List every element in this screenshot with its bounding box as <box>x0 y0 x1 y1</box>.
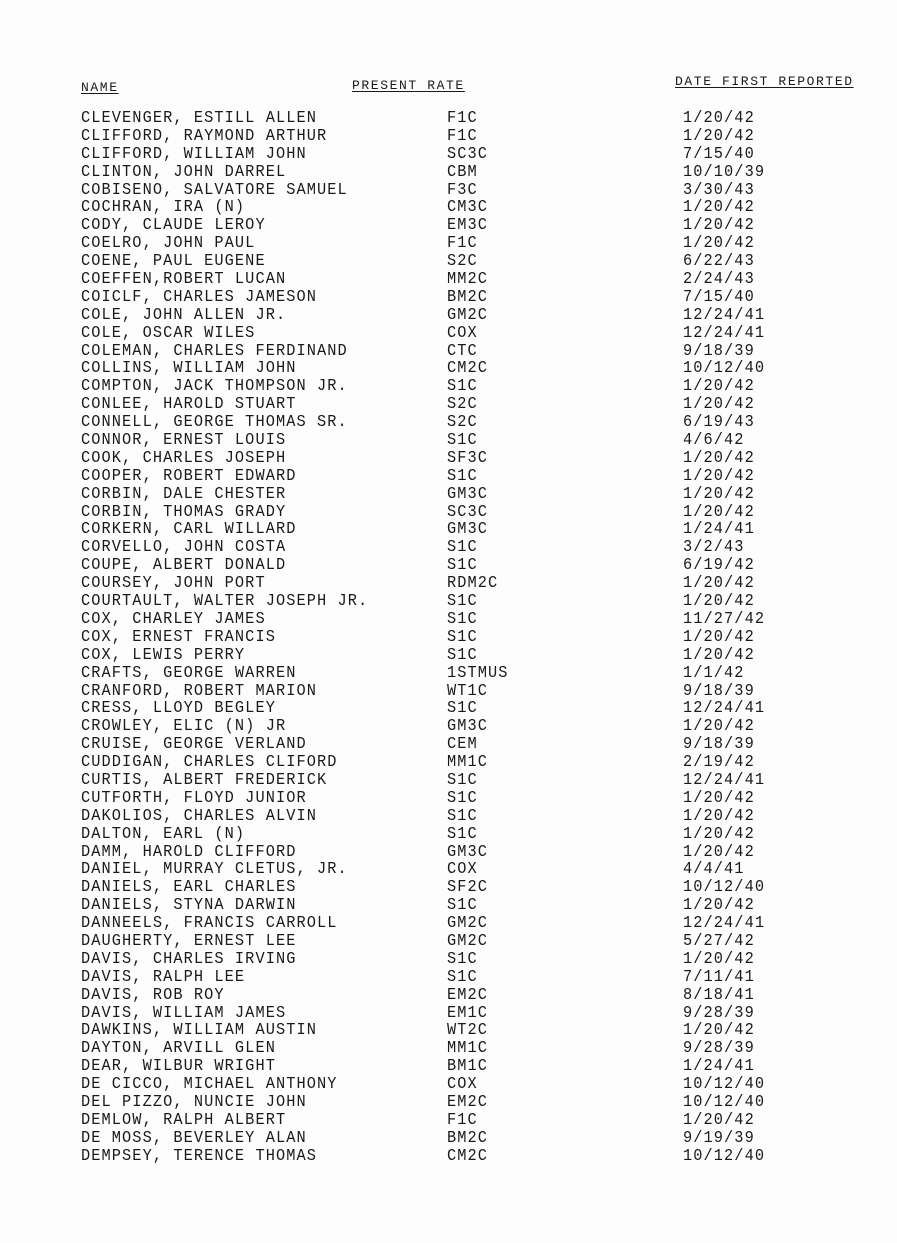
roster-rate: SC3C <box>447 144 489 164</box>
roster-row <box>0 217 897 235</box>
roster-name: DANNEELS, FRANCIS CARROLL <box>81 914 338 934</box>
roster-date: 6/19/43 <box>683 413 755 433</box>
roster-name: DAVIS, CHARLES IRVING <box>81 949 297 969</box>
column-header-name: NAME <box>81 80 119 95</box>
roster-row <box>0 879 897 897</box>
roster-date: 7/11/41 <box>683 967 755 987</box>
roster-rate: 1STMUS <box>447 663 509 683</box>
roster-date: 1/20/42 <box>683 627 755 647</box>
roster-rate: S1C <box>447 896 478 916</box>
roster-name: CRAFTS, GEORGE WARREN <box>81 663 297 683</box>
roster-name: DEL PIZZO, NUNCIE JOHN <box>81 1092 307 1112</box>
roster-row <box>0 933 897 951</box>
roster-date: 4/6/42 <box>683 431 745 451</box>
roster-date: 9/28/39 <box>683 1039 755 1059</box>
roster-date: 5/27/42 <box>683 931 755 951</box>
roster-rate: S2C <box>447 395 478 415</box>
roster-row <box>0 235 897 253</box>
roster-date: 12/24/41 <box>683 914 766 934</box>
roster-row <box>0 289 897 307</box>
roster-rate: MM1C <box>447 753 489 773</box>
roster-date: 9/18/39 <box>683 681 755 701</box>
roster-date: 10/10/39 <box>683 162 766 182</box>
roster-row <box>0 539 897 557</box>
roster-rate: GM2C <box>447 931 489 951</box>
roster-rate: COX <box>447 860 478 880</box>
roster-name: DEMPSEY, TERENCE THOMAS <box>81 1146 318 1166</box>
roster-row <box>0 808 897 826</box>
roster-date: 1/20/42 <box>683 198 755 218</box>
roster-date: 1/20/42 <box>683 592 755 612</box>
roster-name: DALTON, EARL (N) <box>81 824 246 844</box>
roster-rate: CEM <box>447 735 478 755</box>
roster-name: DAVIS, WILLIAM JAMES <box>81 1003 287 1023</box>
roster-rate: S2C <box>447 252 478 272</box>
roster-rate: GM2C <box>447 914 489 934</box>
column-header-date-first-reported: DATE FIRST REPORTED <box>675 74 854 89</box>
roster-row <box>0 915 897 933</box>
roster-rate: S1C <box>447 806 478 826</box>
roster-name: COOPER, ROBERT EDWARD <box>81 466 297 486</box>
roster-row <box>0 1058 897 1076</box>
roster-row <box>0 325 897 343</box>
roster-rate: SF2C <box>447 878 489 898</box>
roster-name: CLIFFORD, WILLIAM JOHN <box>81 144 307 164</box>
roster-date: 1/20/42 <box>683 395 755 415</box>
roster-row <box>0 700 897 718</box>
roster-date: 8/18/41 <box>683 985 755 1005</box>
roster-row <box>0 611 897 629</box>
roster-row <box>0 897 897 915</box>
roster-date: 3/30/43 <box>683 180 755 200</box>
roster-row <box>0 199 897 217</box>
roster-rate: EM3C <box>447 216 489 236</box>
roster-rate: GM3C <box>447 520 489 540</box>
roster-date: 9/28/39 <box>683 1003 755 1023</box>
roster-name: COX, CHARLEY JAMES <box>81 609 266 629</box>
roster-date: 1/20/42 <box>683 484 755 504</box>
roster-name: CORVELLO, JOHN COSTA <box>81 538 287 558</box>
roster-rate: F1C <box>447 109 478 128</box>
roster-name: COELRO, JOHN PAUL <box>81 234 256 254</box>
roster-date: 10/12/40 <box>683 1092 766 1112</box>
roster-date: 10/12/40 <box>683 878 766 898</box>
roster-rate: S1C <box>447 949 478 969</box>
roster-rate: S1C <box>447 592 478 612</box>
roster-row <box>0 128 897 146</box>
roster-name: COUPE, ALBERT DONALD <box>81 556 287 576</box>
roster-row <box>0 1005 897 1023</box>
roster-rate: GM3C <box>447 842 489 862</box>
roster-date: 1/20/42 <box>683 1110 755 1130</box>
roster-list <box>0 110 897 1166</box>
roster-rate: S1C <box>447 627 478 647</box>
roster-row <box>0 146 897 164</box>
roster-date: 11/27/42 <box>683 609 766 629</box>
roster-date: 1/24/41 <box>683 520 755 540</box>
roster-date: 7/15/40 <box>683 144 755 164</box>
roster-rate: S1C <box>447 699 478 719</box>
roster-date: 10/12/40 <box>683 1075 766 1095</box>
roster-rate: F3C <box>447 180 478 200</box>
roster-name: DANIELS, EARL CHARLES <box>81 878 297 898</box>
roster-rate: SF3C <box>447 448 489 468</box>
roster-date: 1/20/42 <box>683 896 755 916</box>
roster-rate: S2C <box>447 413 478 433</box>
roster-date: 10/12/40 <box>683 1146 766 1166</box>
roster-row <box>0 1112 897 1130</box>
roster-date: 1/20/42 <box>683 806 755 826</box>
roster-row <box>0 557 897 575</box>
roster-row <box>0 1040 897 1058</box>
roster-name: DE CICCO, MICHAEL ANTHONY <box>81 1075 338 1095</box>
roster-row <box>0 665 897 683</box>
roster-date: 1/20/42 <box>683 377 755 397</box>
roster-name: DANIEL, MURRAY CLETUS, JR. <box>81 860 348 880</box>
roster-name: CROWLEY, ELIC (N) JR <box>81 717 287 737</box>
roster-row <box>0 1148 897 1166</box>
roster-row <box>0 271 897 289</box>
roster-rate: S1C <box>447 645 478 665</box>
roster-date: 2/19/42 <box>683 753 755 773</box>
roster-name: DAUGHERTY, ERNEST LEE <box>81 931 297 951</box>
roster-row <box>0 450 897 468</box>
roster-row <box>0 826 897 844</box>
roster-row <box>0 307 897 325</box>
roster-row <box>0 378 897 396</box>
roster-date: 1/20/42 <box>683 502 755 522</box>
roster-date: 1/20/42 <box>683 842 755 862</box>
roster-rate: BM1C <box>447 1057 489 1077</box>
roster-row <box>0 683 897 701</box>
roster-date: 1/20/42 <box>683 216 755 236</box>
roster-date: 1/20/42 <box>683 717 755 737</box>
roster-date: 12/24/41 <box>683 770 766 790</box>
roster-name: DEMLOW, RALPH ALBERT <box>81 1110 287 1130</box>
roster-name: CLIFFORD, RAYMOND ARTHUR <box>81 126 328 146</box>
roster-name: DAWKINS, WILLIAM AUSTIN <box>81 1021 318 1041</box>
roster-rate: WT2C <box>447 1021 489 1041</box>
roster-row <box>0 718 897 736</box>
roster-row <box>0 521 897 539</box>
roster-name: CUDDIGAN, CHARLES CLIFORD <box>81 753 338 773</box>
roster-rate: S1C <box>447 466 478 486</box>
roster-date: 1/20/42 <box>683 788 755 808</box>
roster-name: DAKOLIOS, CHARLES ALVIN <box>81 806 318 826</box>
roster-row <box>0 486 897 504</box>
roster-row <box>0 1022 897 1040</box>
roster-name: COICLF, CHARLES JAMESON <box>81 287 318 307</box>
roster-rate: S1C <box>447 431 478 451</box>
roster-row <box>0 414 897 432</box>
roster-name: CURTIS, ALBERT FREDERICK <box>81 770 328 790</box>
roster-name: DE MOSS, BEVERLEY ALAN <box>81 1128 307 1148</box>
roster-row <box>0 575 897 593</box>
roster-rate: F1C <box>447 126 478 146</box>
roster-rate: S1C <box>447 770 478 790</box>
roster-rate: S1C <box>447 538 478 558</box>
roster-rate: WT1C <box>447 681 489 701</box>
roster-rate: RDM2C <box>447 574 499 594</box>
roster-row <box>0 1094 897 1112</box>
roster-row <box>0 1130 897 1148</box>
roster-rate: GM2C <box>447 305 489 325</box>
roster-row <box>0 772 897 790</box>
roster-date: 2/24/43 <box>683 270 755 290</box>
roster-name: CORKERN, CARL WILLARD <box>81 520 297 540</box>
roster-rate: S1C <box>447 967 478 987</box>
roster-name: COX, ERNEST FRANCIS <box>81 627 276 647</box>
roster-date: 6/22/43 <box>683 252 755 272</box>
roster-row <box>0 432 897 450</box>
roster-name: CLEVENGER, ESTILL ALLEN <box>81 109 318 128</box>
roster-date: 12/24/41 <box>683 305 766 325</box>
roster-name: COX, LEWIS PERRY <box>81 645 246 665</box>
roster-name: COURTAULT, WALTER JOSEPH JR. <box>81 592 369 612</box>
roster-row <box>0 164 897 182</box>
roster-rate: BM2C <box>447 287 489 307</box>
roster-date: 1/20/42 <box>683 1021 755 1041</box>
roster-name: DAVIS, ROB ROY <box>81 985 225 1005</box>
roster-rate: COX <box>447 323 478 343</box>
roster-date: 9/18/39 <box>683 735 755 755</box>
roster-row <box>0 253 897 271</box>
roster-name: DAMM, HAROLD CLIFFORD <box>81 842 297 862</box>
roster-rate: F1C <box>447 234 478 254</box>
roster-rate: SC3C <box>447 502 489 522</box>
roster-row <box>0 754 897 772</box>
roster-name: CODY, CLAUDE LEROY <box>81 216 266 236</box>
roster-rate: CM2C <box>447 1146 489 1166</box>
roster-rate: S1C <box>447 377 478 397</box>
roster-rate: CBM <box>447 162 478 182</box>
roster-date: 1/20/42 <box>683 234 755 254</box>
roster-rate: CM2C <box>447 359 489 379</box>
roster-name: CRESS, LLOYD BEGLEY <box>81 699 276 719</box>
roster-name: COLE, OSCAR WILES <box>81 323 256 343</box>
roster-name: CLINTON, JOHN DARREL <box>81 162 287 182</box>
roster-row <box>0 647 897 665</box>
roster-name: CONLEE, HAROLD STUART <box>81 395 297 415</box>
roster-date: 1/20/42 <box>683 949 755 969</box>
roster-rate: GM3C <box>447 717 489 737</box>
roster-rate: BM2C <box>447 1128 489 1148</box>
roster-row <box>0 790 897 808</box>
roster-rate: EM2C <box>447 985 489 1005</box>
roster-row <box>0 987 897 1005</box>
roster-rate: EM2C <box>447 1092 489 1112</box>
roster-rate: S1C <box>447 788 478 808</box>
roster-name: COOK, CHARLES JOSEPH <box>81 448 287 468</box>
roster-name: CRANFORD, ROBERT MARION <box>81 681 318 701</box>
roster-row <box>0 736 897 754</box>
roster-row <box>0 343 897 361</box>
roster-date: 6/19/42 <box>683 556 755 576</box>
roster-rate: EM1C <box>447 1003 489 1023</box>
roster-date: 4/4/41 <box>683 860 745 880</box>
roster-name: COMPTON, JACK THOMPSON JR. <box>81 377 348 397</box>
roster-name: DANIELS, STYNA DARWIN <box>81 896 297 916</box>
roster-row <box>0 593 897 611</box>
roster-row <box>0 969 897 987</box>
roster-row <box>0 861 897 879</box>
roster-date: 1/20/42 <box>683 645 755 665</box>
roster-rate: F1C <box>447 1110 478 1130</box>
roster-date: 10/12/40 <box>683 359 766 379</box>
roster-date: 1/20/42 <box>683 574 755 594</box>
roster-name: COCHRAN, IRA (N) <box>81 198 246 218</box>
roster-name: COENE, PAUL EUGENE <box>81 252 266 272</box>
roster-date: 1/20/42 <box>683 448 755 468</box>
roster-rate: MM2C <box>447 270 489 290</box>
roster-date: 9/18/39 <box>683 341 755 361</box>
roster-rate: S1C <box>447 824 478 844</box>
roster-name: DAYTON, ARVILL GLEN <box>81 1039 276 1059</box>
roster-row <box>0 629 897 647</box>
roster-name: DEAR, WILBUR WRIGHT <box>81 1057 276 1077</box>
roster-rate: CM3C <box>447 198 489 218</box>
roster-name: CUTFORTH, FLOYD JUNIOR <box>81 788 307 808</box>
roster-date: 1/20/42 <box>683 126 755 146</box>
roster-rate: GM3C <box>447 484 489 504</box>
roster-row <box>0 844 897 862</box>
roster-name: COURSEY, JOHN PORT <box>81 574 266 594</box>
roster-date: 12/24/41 <box>683 699 766 719</box>
roster-name: COBISENO, SALVATORE SAMUEL <box>81 180 348 200</box>
roster-date: 1/20/42 <box>683 466 755 486</box>
roster-date: 1/24/41 <box>683 1057 755 1077</box>
roster-name: CONNOR, ERNEST LOUIS <box>81 431 287 451</box>
roster-row <box>0 504 897 522</box>
column-header-present-rate: PRESENT RATE <box>352 78 465 93</box>
roster-row <box>0 396 897 414</box>
roster-rate: COX <box>447 1075 478 1095</box>
roster-rate: S1C <box>447 556 478 576</box>
roster-row <box>0 360 897 378</box>
roster-row <box>0 468 897 486</box>
roster-name: CRUISE, GEORGE VERLAND <box>81 735 307 755</box>
roster-name: COLE, JOHN ALLEN JR. <box>81 305 287 325</box>
roster-name: CORBIN, DALE CHESTER <box>81 484 287 504</box>
roster-name: CORBIN, THOMAS GRADY <box>81 502 287 522</box>
roster-rate: MM1C <box>447 1039 489 1059</box>
roster-row <box>0 182 897 200</box>
roster-date: 1/1/42 <box>683 663 745 683</box>
roster-name: COEFFEN,ROBERT LUCAN <box>81 270 287 290</box>
roster-date: 12/24/41 <box>683 323 766 343</box>
roster-name: CONNELL, GEORGE THOMAS SR. <box>81 413 348 433</box>
roster-date: 3/2/43 <box>683 538 745 558</box>
roster-row <box>0 951 897 969</box>
roster-date: 7/15/40 <box>683 287 755 307</box>
roster-name: DAVIS, RALPH LEE <box>81 967 246 987</box>
roster-row <box>0 110 897 128</box>
roster-date: 9/19/39 <box>683 1128 755 1148</box>
roster-row <box>0 1076 897 1094</box>
roster-name: COLLINS, WILLIAM JOHN <box>81 359 297 379</box>
roster-date: 1/20/42 <box>683 109 755 128</box>
roster-date: 1/20/42 <box>683 824 755 844</box>
roster-name: COLEMAN, CHARLES FERDINAND <box>81 341 348 361</box>
roster-rate: CTC <box>447 341 478 361</box>
roster-rate: S1C <box>447 609 478 629</box>
